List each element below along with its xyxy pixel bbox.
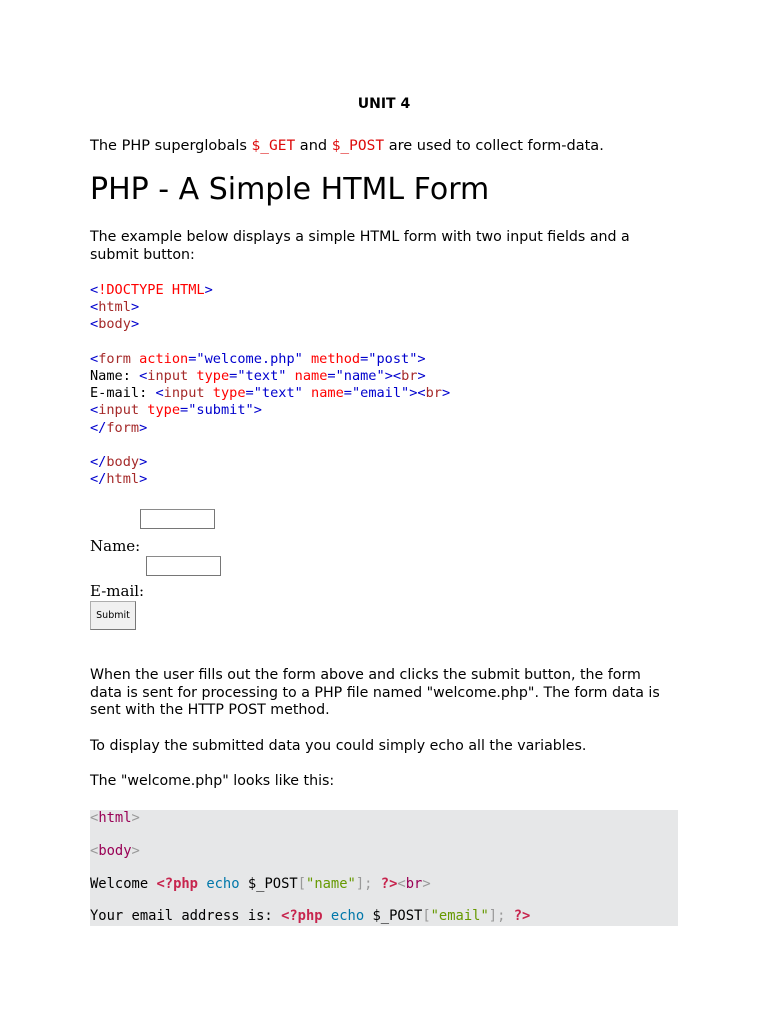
example-description: The example below displays a simple HTML form with two input fields and a submit button: [90,229,630,263]
intro-and: and [295,138,332,154]
intro-sentence [90,138,604,154]
intro-prefix: The PHP superglobals [90,138,252,154]
code-line-email: Your email address is: <?php echo $_POST["email"]; ?> [90,908,531,924]
code-line-body: <body> [90,843,140,859]
code-line-html: <html> [90,810,140,826]
submit-button[interactable]: Submit [90,601,136,630]
post-superglobal: $_POST [331,138,385,154]
page-heading: PHP - A Simple HTML Form [90,172,490,207]
intro-suffix: are used to collect form-data. [384,138,604,154]
unit-heading: UNIT 4 [357,96,411,112]
explanation-paragraph: When the user fills out the form above and clicks the submit button, the form data is sent for processing to a PHP file named "welcome.php". The form data is sent with the HTTP POST method. [90,667,660,718]
html-code-example: <!DOCTYPE HTML> <html> <body> <form action="welcome.php" method="post"> Name: <input type="text" name="name"><br> E-mail: <input type="text" name="email"><br> <input type="submit"> </form> </body> </html> [90,282,451,488]
display-paragraph: To display the submitted data you could simply echo all the variables. [90,738,587,754]
looks-like-paragraph: The "welcome.php" looks like this: [90,773,335,789]
name-label: Name: [90,537,141,555]
get-superglobal: $_GET [251,138,296,154]
email-input[interactable] [146,556,221,576]
code-line-welcome: Welcome <?php echo $_POST["name"]; ?><br> [90,876,431,892]
email-label: E-mail: [90,582,145,600]
name-input[interactable] [140,509,215,529]
